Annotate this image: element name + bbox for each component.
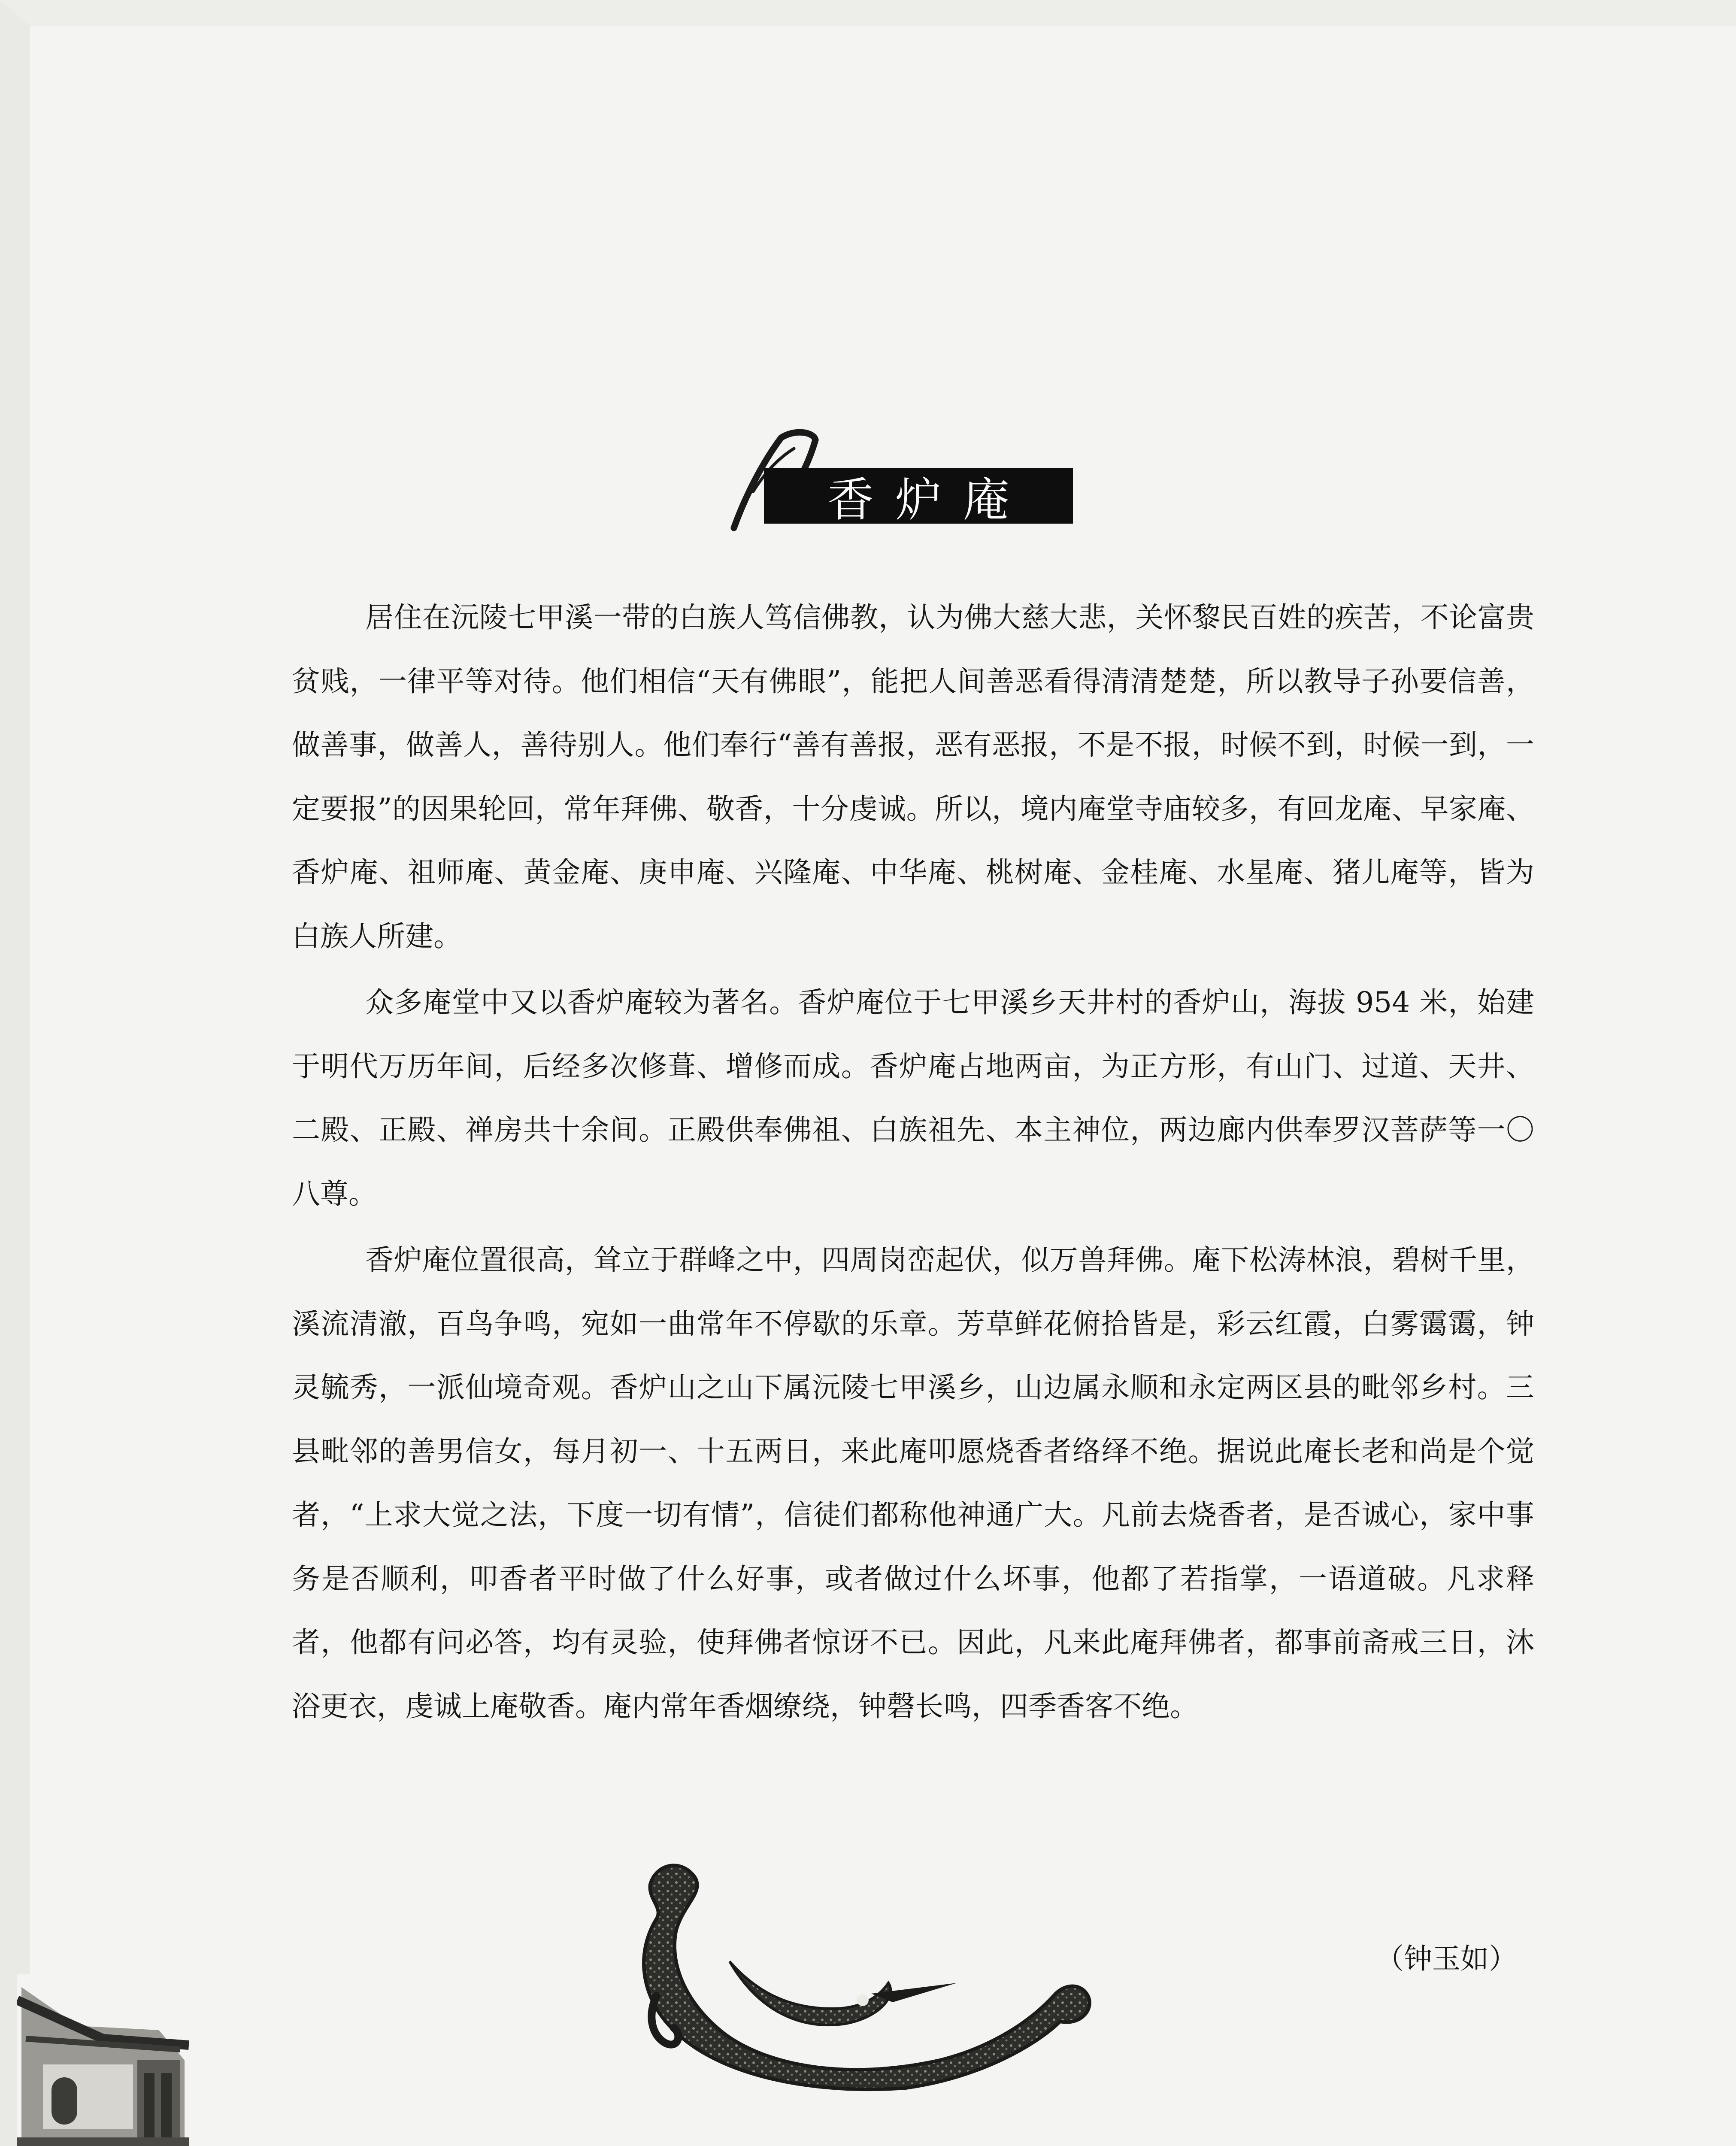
paragraph-2: 众多庵堂中又以香炉庵较为著名。香炉庵位于七甲溪乡天井村的香炉山，海拔 954 米，始建于明代万历年间，后经多次修葺、增修而成。香炉庵占地两亩，为正方形，有山门、过道、天井、二殿、正殿、禅房共十余间。正殿供奉佛祖、白族祖先、本主神位，两边廊内供奉罗汉菩萨等一〇八尊。 bbox=[292, 986, 1534, 1210]
article-heading bbox=[730, 423, 1073, 534]
page-title: 香炉庵 bbox=[764, 468, 1073, 524]
temple-photo-thumbnail bbox=[17, 1974, 189, 2146]
paragraph-3: 香炉庵位置很高，耸立于群峰之中，四周岗峦起伏，似万兽拜佛。庵下松涛林浪，碧树千里，溪流清澈，百鸟争鸣，宛如一曲常年不停歇的乐章。芳草鲜花俯拾皆是，彩云红霞，白雾霭霭，钟灵毓秀，一派仙境奇观。香炉山之山下属沅陵七甲溪乡，山边属永顺和永定两区县的毗邻乡村。三县毗邻的善男信女，每月初一、十五两日，来此庵叩愿烧香者络绎不绝。据说此庵长老和尚是个觉者，“上求大觉之法，下度一切有情”，信徒们都称他神通广大。凡前去烧香者，是否诚心，家中事务是否顺利，叩香者平时做了什么好事，或者做过什么坏事，他都了若指掌，一语道破。凡求释者，他都有问必答，均有灵验，使拜佛者惊讶不已。因此，凡来此庵拜佛者，都事前斋戒三日，沐浴更衣，虔诚上庵敬香。庵内常年香烟缭绕，钟磬长鸣，四季香客不绝。 bbox=[292, 1243, 1534, 1723]
paragraph-1: 居住在沅陵七甲溪一带的白族人笃信佛教，认为佛大慈大悲，关怀黎民百姓的疾苦，不论富贵贫贱，一律平等对待。他们相信“天有佛眼”，能把人间善恶看得清清楚楚，所以教导子孙要信善，做善事，做善人，善待别人。他们奉行“善有善报，恶有恶报，不是不报，时候不到，时候一到，一定要报”的因果轮回，常年拜佛、敬香，十分虔诚。所以，境内庵堂寺庙较多，有回龙庵、早家庵、香炉庵、祖师庵、黄金庵、庚申庵、兴隆庵、中华庵、桃树庵、金桂庵、水星庵、猪儿庵等，皆为白族人所建。 bbox=[292, 601, 1534, 953]
dragon-ornament-icon bbox=[631, 1854, 1099, 2094]
article-body bbox=[292, 586, 1534, 1741]
author-credit: （钟玉如） bbox=[1375, 1942, 1517, 1975]
